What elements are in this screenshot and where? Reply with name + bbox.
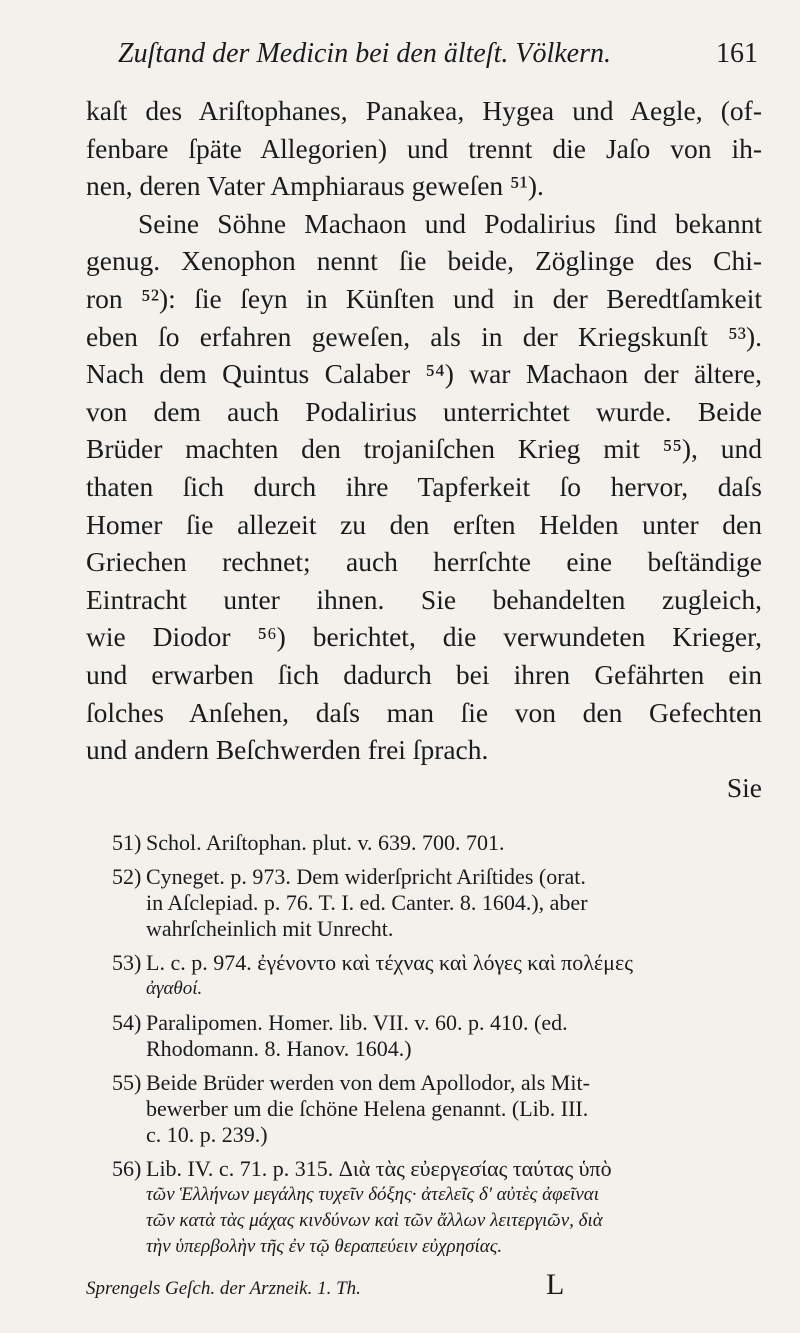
footnote-line: Beide Brüder werden von dem Apollodor, als Mit- <box>146 1070 590 1095</box>
page-number: 161 <box>716 38 758 69</box>
text-line: ron ⁵²): ſie ſeyn in Künſten und in der Beredtſamkeit <box>86 282 762 314</box>
running-head <box>118 38 758 82</box>
footnote <box>112 864 762 942</box>
footnote <box>112 950 762 1002</box>
footnotes <box>112 830 762 1268</box>
footnote-line: Cyneget. p. 973. Dem widerſpricht Ariſtides (orat. <box>146 864 586 889</box>
text-line: Seine Söhne Machaon und Podalirius ſind bekannt <box>138 207 762 239</box>
text-line: Eintracht unter ihnen. Sie behandelten zugleich, <box>86 583 762 615</box>
footnote-line: τῶν κατὰ τὰς μάχας κινδύνων καὶ τῶν ἄλλων λειτεργιῶν, διὰ <box>146 1210 603 1231</box>
footnote-line: in Aſclepiad. p. 76. T. I. ed. Canter. 8. 1604.), aber <box>146 890 588 915</box>
text-line: und erwarben ſich dadurch bei ihren Gefährten ein <box>86 658 762 690</box>
footnote-number: 52) <box>112 864 142 889</box>
text-line: nen, deren Vater Amphiaraus geweſen ⁵¹). <box>86 170 544 202</box>
sheet-signature-mark: L <box>546 1268 565 1301</box>
text-line: wie Diodor ⁵⁶) berichtet, die verwundeten Krieger, <box>86 621 762 653</box>
footnote-number: 54) <box>112 1010 142 1035</box>
footnote-number: 51) <box>112 830 142 855</box>
text-line: kaſt des Ariſtophanes, Panakea, Hygea und Aegle, (of- <box>86 95 762 126</box>
footnote-line: c. 10. p. 239.) <box>146 1122 268 1147</box>
text-line: und andern Beſchwerden frei ſprach. <box>86 734 489 766</box>
footnote <box>112 1010 762 1062</box>
footnote-line: bewerber um die ſchöne Helena genannt. (Lib. III. <box>146 1096 589 1121</box>
footnote-number: 56) <box>112 1156 142 1181</box>
text-line: Nach dem Quintus Calaber ⁵⁴) war Machaon der ältere, <box>86 358 762 390</box>
footnote <box>112 830 762 856</box>
footnote-line: wahrſcheinlich mit Unrecht. <box>146 916 394 941</box>
footnote-line: L. c. p. 974. ἐγένοντο καὶ τέχνας καὶ λόγες καὶ πολέμες <box>146 950 633 975</box>
footnote-number: 55) <box>112 1070 142 1095</box>
footnote-line: ἀγαθοί. <box>146 978 203 999</box>
page-footer <box>86 1268 766 1304</box>
main-text <box>86 92 762 806</box>
text-line: von dem auch Podalirius unterrichtet wurde. Beide <box>86 395 762 427</box>
footnote-line: τῶν Ἑλλήνων μεγάλης τυχεῖν δόξης· ἀτελεῖς δ' αὐτὲς ἀφεῖναι <box>146 1184 600 1205</box>
footnote-line: Lib. IV. c. 71. p. 315. Διὰ τὰς εὐεργεσίας ταύτας ὑπὸ <box>146 1156 612 1181</box>
text-line: thaten ſich durch ihre Tapferkeit ſo hervor, daſs <box>86 470 762 502</box>
text-line: Brüder machten den trojaniſchen Krieg mit ⁵⁵), und <box>86 433 762 465</box>
text-line: fenbare ſpäte Allegorien) und trennt die Jaſo von ih- <box>86 132 762 164</box>
text-line: ſolches Anſehen, daſs man ſie von den Gefechten <box>86 696 762 728</box>
signature-line: Sprengels Geſch. der Arzneik. 1. Th. <box>86 1278 361 1299</box>
footnote <box>112 1070 762 1148</box>
footnote-line: τὴν ὑπερβολὴν τῆς ἐν τῷ θεραπεύειν εὐχρησίας. <box>146 1236 503 1257</box>
footnote-line: Rhodomann. 8. Hanov. 1604.) <box>146 1036 412 1061</box>
catchword: Sie <box>726 771 762 803</box>
text-line: genug. Xenophon nennt ſie beide, Zöglinge des Chi- <box>86 245 762 277</box>
footnote-line: Schol. Ariſtophan. plut. v. 639. 700. 701. <box>146 830 505 855</box>
running-head-title: Zuſtand der Medicin bei den älteſt. Völkern. <box>118 38 612 69</box>
footnote-line: Paralipomen. Homer. lib. VII. v. 60. p. 410. (ed. <box>146 1010 568 1035</box>
text-line: eben ſo erfahren geweſen, als in der Kriegskunſt ⁵³). <box>86 320 762 352</box>
footnote-number: 53) <box>112 950 142 975</box>
text-line: Homer ſie allezeit zu den erſten Helden unter den <box>86 508 762 540</box>
footnote <box>112 1156 762 1260</box>
text-line: Griechen rechnet; auch herrſchte eine beſtändige <box>86 546 762 578</box>
